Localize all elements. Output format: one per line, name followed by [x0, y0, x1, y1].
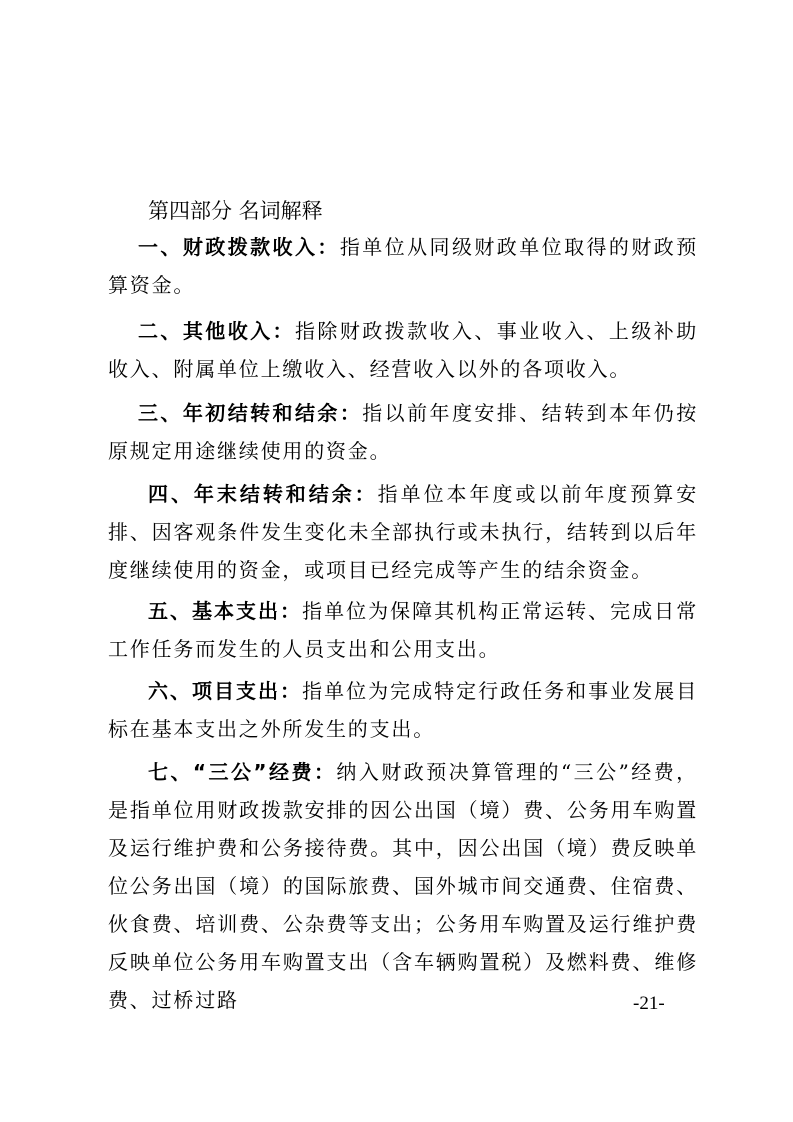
definition-term-4: 四、年末结转和结余： [148, 482, 378, 506]
definition-paragraph-4 [108, 475, 698, 589]
definition-paragraph-3 [108, 394, 698, 470]
definition-term-7: 七、“三公”经费： [148, 760, 337, 784]
page-number: -21- [633, 993, 665, 1014]
definition-term-6: 六、项目支出： [148, 679, 303, 703]
definition-text-5: 指单位为保障其机构正常运转、完成日常工作任务而发生的人员支出和公用支出。 [108, 599, 698, 661]
definition-paragraph-7 [108, 753, 698, 1019]
definition-paragraph-5 [108, 592, 698, 668]
definition-text-6: 指单位为完成特定行政任务和事业发展目标在基本支出之外所发生的支出。 [108, 679, 698, 741]
definition-term-1: 一、财政拨款收入： [138, 235, 340, 259]
section-title: 第四部分 名词解释 [148, 199, 323, 223]
definition-text-7: 纳入财政预决算管理的“三公”经费，是指单位用财政拨款安排的因公出国（境）费、公务用车购置及运行维护费和公务接待费。其中，因公出国（境）费反映单位公务出国（境）的国际旅费、国外城市间交通费、住宿费、伙食费、培训费、公杂费等支出；公务用车购置及运行维护费反映单位公务用车购置支出（含车辆购置税）及燃料费、维修费、过桥过路 [108, 760, 698, 1012]
definition-paragraph-6 [108, 672, 698, 748]
definition-text-3: 指以前年度安排、结转到本年仍按原规定用途继续使用的资金。 [108, 401, 698, 463]
definition-term-5: 五、基本支出： [148, 599, 303, 623]
definition-text-2: 指除财政拨款收入、事业收入、上级补助收入、附属单位上缴收入、经营收入以外的各项收入。 [108, 319, 698, 381]
definition-term-2: 二、其他收入： [138, 319, 295, 343]
definition-text-4: 指单位本年度或以前年度预算安排、因客观条件发生变化未全部执行或未执行，结转到以后年度继续使用的资金，或项目已经完成等产生的结余资金。 [108, 482, 699, 582]
definition-term-3: 三、年初结转和结余： [138, 401, 363, 425]
definition-text-1: 指单位从同级财政单位取得的财政预算资金。 [108, 235, 698, 297]
definition-paragraph-1 [108, 228, 698, 304]
definition-paragraph-2 [108, 312, 698, 388]
